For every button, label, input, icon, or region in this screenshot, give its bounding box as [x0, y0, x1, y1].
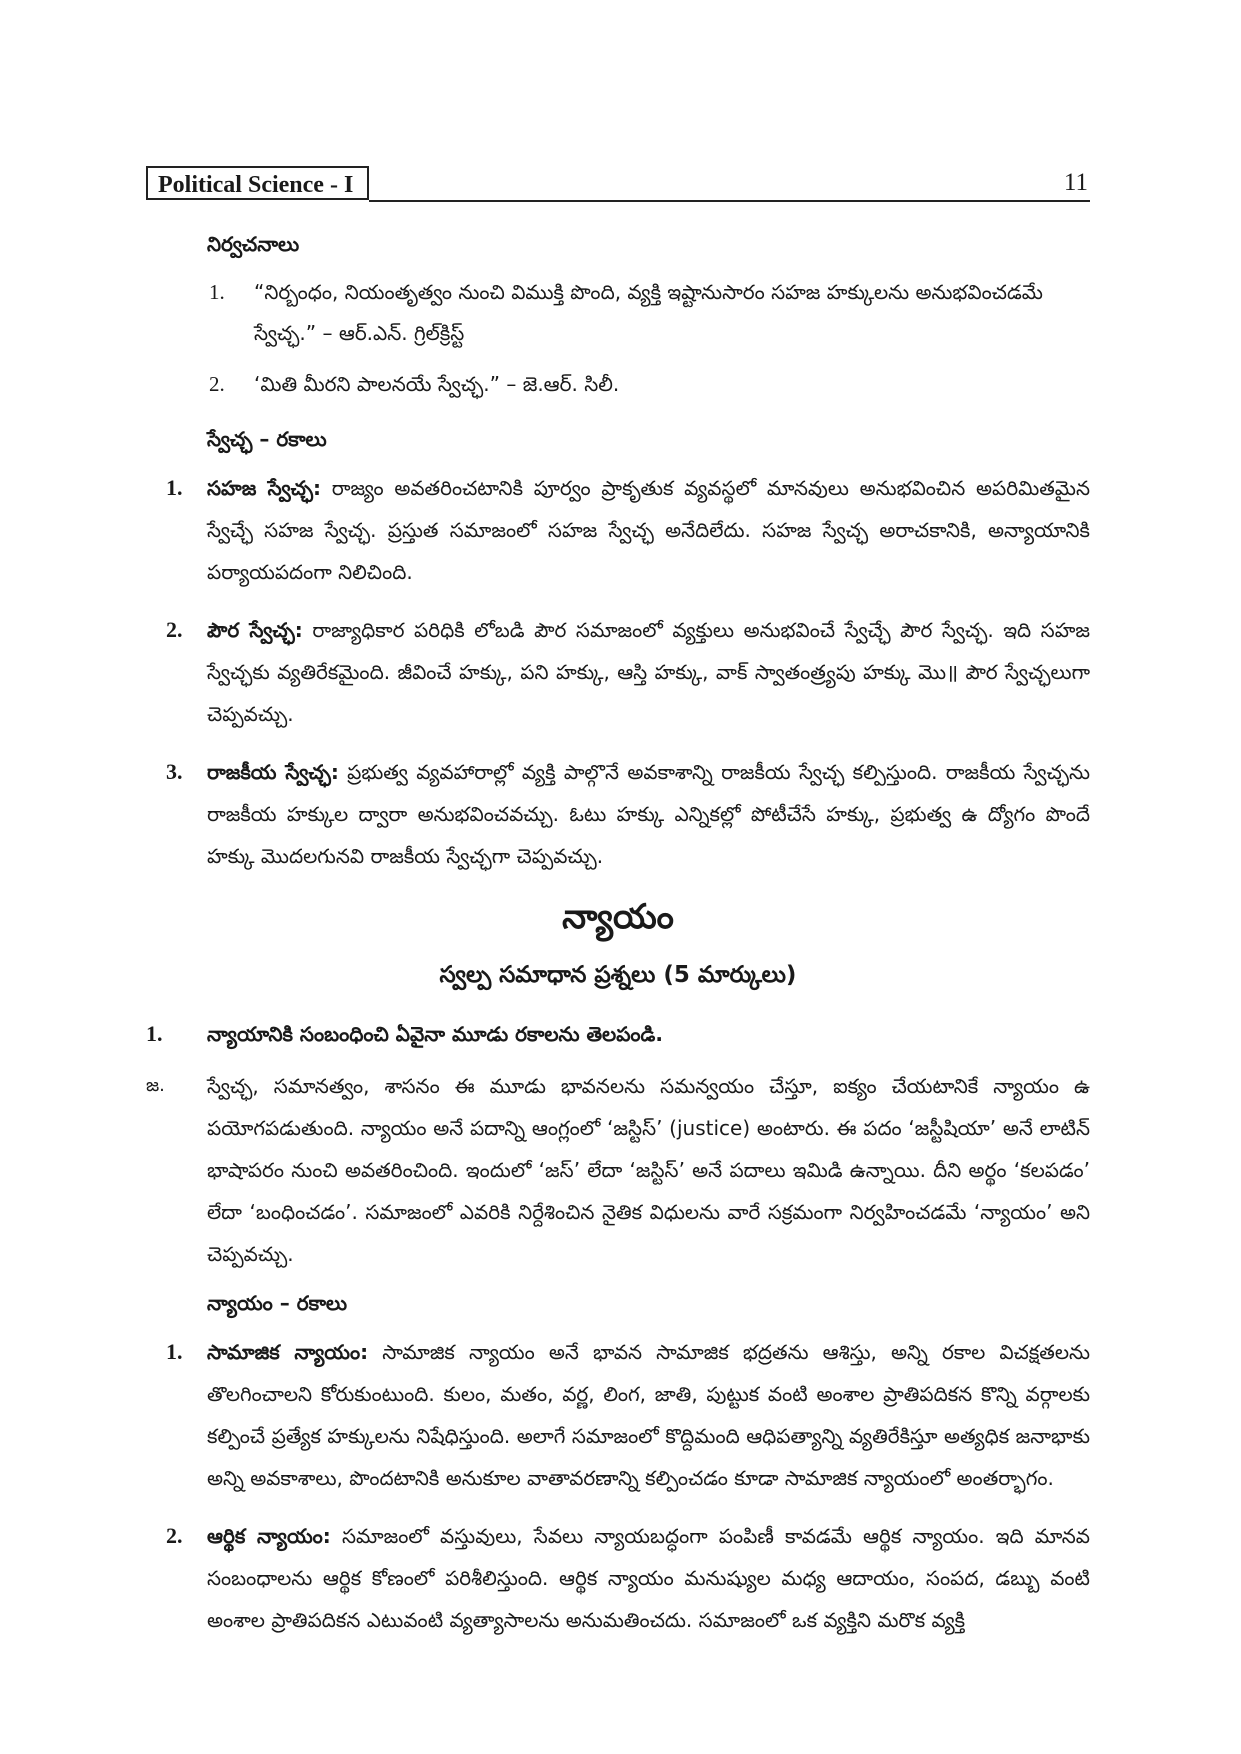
item-term: ఆర్థిక న్యాయం:	[207, 1524, 331, 1548]
item-term: రాజకీయ స్వేచ్ఛ:	[207, 760, 339, 784]
definition-item: 2. ‘మితి మీరని పాలనయే స్వేచ్ఛ.” – జె.ఆర్. సిలీ.	[209, 372, 620, 396]
item-term: పౌర స్వేచ్ఛ:	[207, 618, 303, 642]
section-subtitle: స్వల్ప సమాధాన ప్రశ్నలు (5 మార్కులు)	[439, 962, 797, 988]
definition-item: 1. “నిర్బంధం, నియంతృత్వం నుంచి విముక్తి పొంది, వ్యక్తి ఇష్టానుసారం సహజ హక్కులను అనుభవించడమే స్వేచ్ఛ.” – ఆర్.ఎన్. గ్రిల్‌క్రిస్ట్	[209, 280, 1043, 345]
definitions-heading: నిర్వచనాలు	[207, 232, 300, 256]
justice-types-heading: న్యాయం – రకాలు	[207, 1291, 348, 1315]
page-content	[146, 226, 1090, 1641]
question: 1. న్యాయానికి సంబంధించి ఏవైనా మూడు రకాలను తెలపండి.	[146, 1021, 663, 1046]
item-term: సామాజిక న్యాయం:	[207, 1340, 369, 1364]
header-rule	[369, 200, 1090, 202]
list-item: 3. రాజకీయ స్వేచ్ఛ: ప్రభుత్వ వ్యవహారాల్లో వ్యక్తి పాల్గొనే అవకాశాన్ని రాజకీయ స్వేచ్ఛ కల్పిస్తుంది. రాజకీయ స్వేచ్ఛను రాజకీయ హక్కుల ద్వారా అనుభవించవచ్చు. ఓటు హక్కు ఎన్నికల్లో పోటీచేసే హక్కు, ప్రభుత్వ ఉ ద్యోగం పొందే హక్కు మొదలగునవి రాజకీయ స్వేచ్ఛగా చెప్పవచ్చు.	[166, 759, 1090, 868]
list-item: 2. పౌర స్వేచ్ఛ: రాజ్యాధికార పరిధికి లోబడి పౌర సమాజంలో వ్యక్తులు అనుభవించే స్వేచ్ఛే పౌర స్వేచ్ఛ. ఇది సహజ స్వేచ్ఛకు వ్యతిరేకమైంది. జీవించే హక్కు, పని హక్కు, ఆస్తి హక్కు, వాక్ స్వాతంత్ర్యపు హక్కు మొ॥ పౌర స్వేచ్ఛలుగా చెప్పవచ్చు.	[166, 617, 1090, 726]
list-item: 2. ఆర్థిక న్యాయం: సమాజంలో వస్తువులు, సేవలు న్యాయబద్ధంగా పంపిణీ కావడమే ఆర్థిక న్యాయం. ఇది మానవ సంబంధాలను ఆర్థిక కోణంలో పరిశీలిస్తుంది. ఆర్థిక న్యాయం మనుష్యుల మధ్య ఆదాయం, సంపద, డబ్బు వంటి అంశాల ప్రాతిపదికన ఎటువంటి వ్యత్యాసాలను అనుమతించదు. సమాజంలో ఒక వ్యక్తిని మరొక వ్యక్తి	[166, 1523, 1090, 1632]
page-header	[146, 166, 1090, 204]
list-item: 1. సామాజిక న్యాయం: సామాజిక న్యాయం అనే భావన సామాజిక భద్రతను ఆశిస్తు, అన్ని రకాల విచక్షతలను తొలగించాలని కోరుకుంటుంది. కులం, మతం, వర్ణ, లింగ, జాతి, పుట్టుక వంటి అంశాల ప్రాతిపదికన కొన్ని వర్గాలకు కల్పించే ప్రత్యేక హక్కులను నిషేధిస్తుంది. అలాగే సమాజంలో కొద్దిమంది ఆధిపత్యాన్ని వ్యతిరేకిస్తూ అత్యధిక జనాభాకు అన్ని అవకాశాలు, పొందటానికి అనుకూల వాతావరణాన్ని కల్పించడం కూడా సామాజిక న్యాయంలో అంతర్భాగం.	[166, 1339, 1090, 1490]
section-title: న్యాయం	[562, 897, 674, 937]
page-number: 11	[1063, 169, 1088, 196]
list-item: 1. సహజ స్వేచ్ఛ: రాజ్యం అవతరించటానికి పూర్వం ప్రాకృతుక వ్యవస్థలో మానవులు అనుభవించిన అపరిమితమైన స్వేచ్ఛే సహజ స్వేచ్ఛ. ప్రస్తుత సమాజంలో సహజ స్వేచ్ఛ అనేదిలేదు. సహజ స్వేచ్ఛ అరాచకానికి, అన్యాయానికి పర్యాయపదంగా నిలిచింది.	[166, 475, 1090, 584]
liberty-types-heading: స్వేచ్ఛ – రకాలు	[207, 427, 327, 451]
book-title: Political Science - I	[146, 166, 369, 200]
item-term: సహజ స్వేచ్ఛ:	[207, 476, 322, 500]
answer: జ. స్వేచ్ఛ, సమానత్వం, శాసనం ఈ మూడు భావనలను సమన్వయం చేస్తూ, ఐక్యం చేయటానికే న్యాయం ఉ పయోగపడుతుంది. న్యాయం అనే పదాన్ని ఆంగ్లంలో ‘జస్టిస్’ (justice) అంటారు. ఈ పదం ‘జస్టీషియా’ అనే లాటిన్ భాషాపరం నుంచి అవతరించింది. ఇందులో ‘జస్’ లేదా ‘జస్టిస్’ అనే పదాలు ఇమిడి ఉన్నాయి. దీని అర్థం ‘కలపడం’ లేదా ‘బంధించడం’. సమాజంలో ఎవరికి నిర్దేశించిన నైతిక విధులను వారే సక్రమంగా నిర్వహించడమే ‘న్యాయం’ అని చెప్పవచ్చు.	[146, 1074, 1090, 1266]
